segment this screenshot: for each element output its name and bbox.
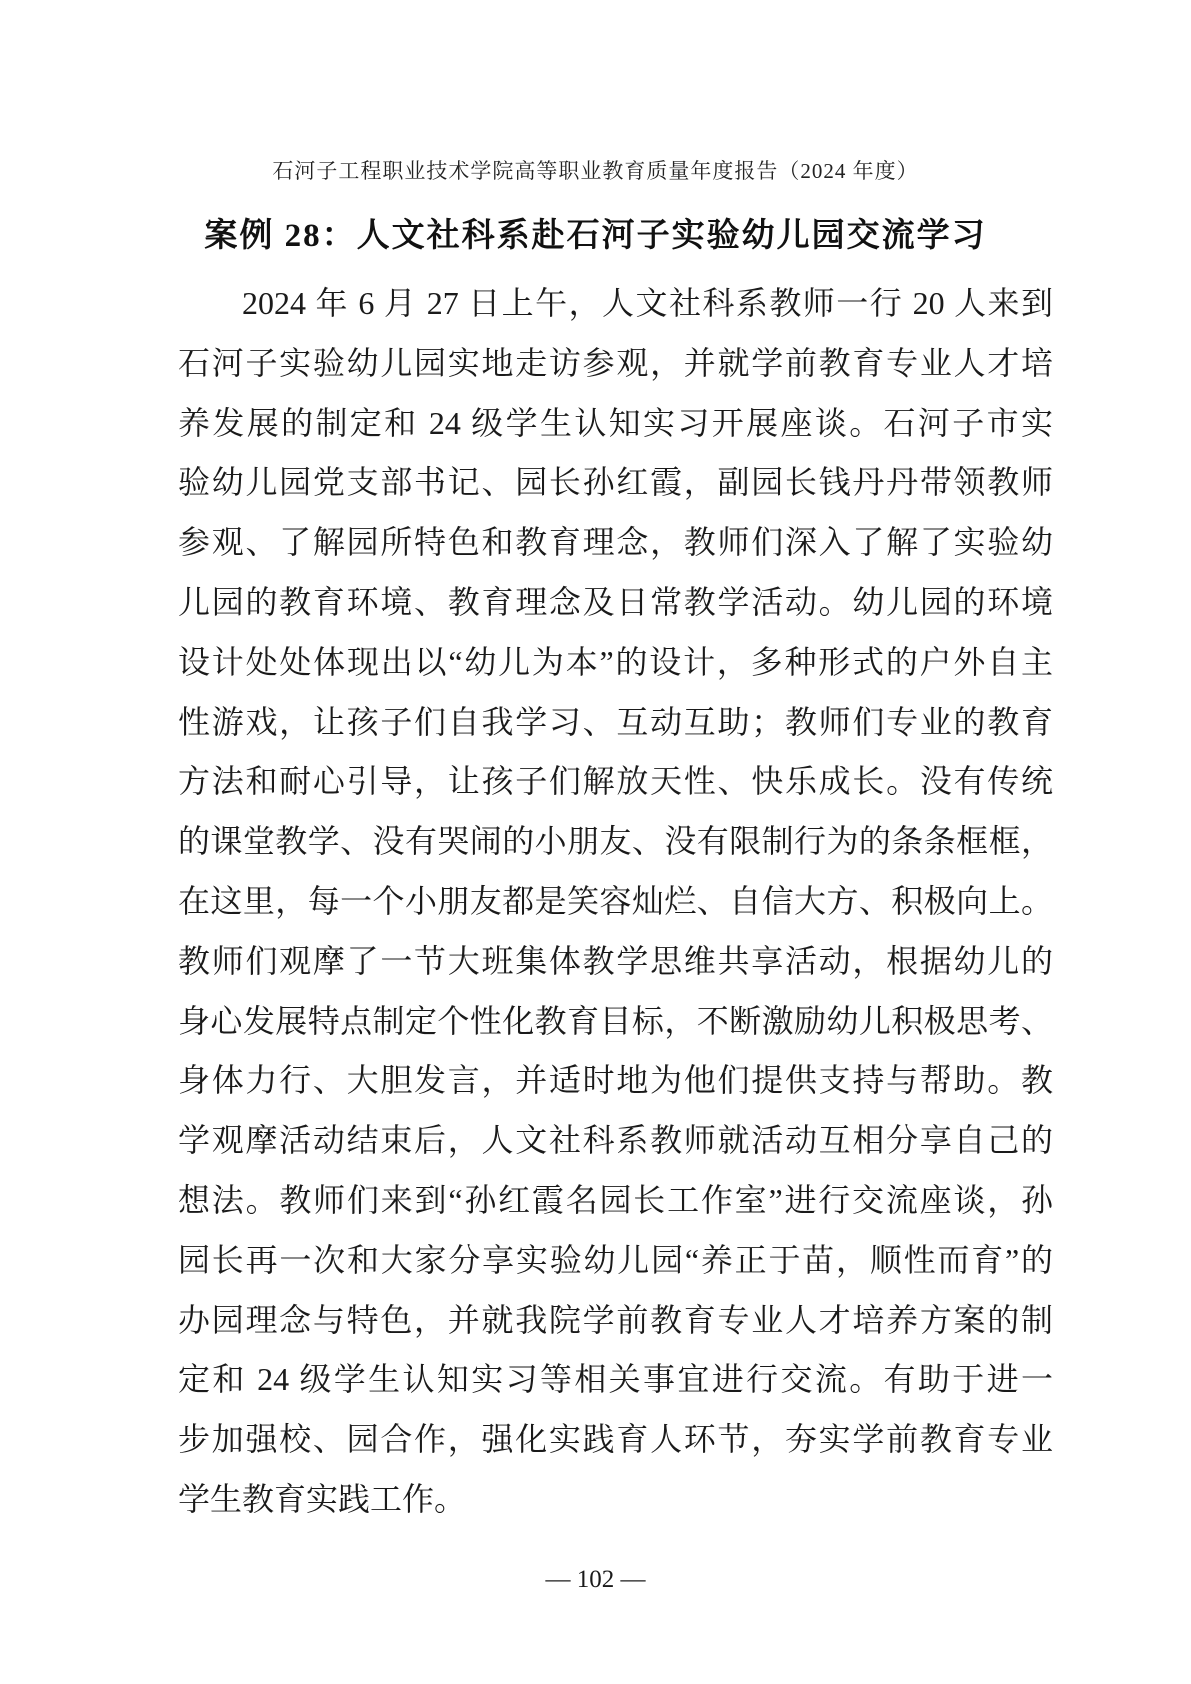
body-line: 定和 24 级学生认知实习等相关事宜进行交流。有助于进一 [178, 1361, 1053, 1398]
body-line: 儿园的教育环境、教育理念及日常教学活动。幼儿园的环境 [178, 583, 1053, 620]
body-line: 园长再一次和大家分享实验幼儿园“养正于苗，顺性而育”的 [178, 1241, 1053, 1278]
body-line: 想法。教师们来到“孙红霞名园长工作室”进行交流座谈，孙 [178, 1181, 1053, 1218]
body-line: 身体力行、大胆发言，并适时地为他们提供支持与帮助。教 [178, 1062, 1053, 1099]
body-line: 养发展的制定和 24 级学生认知实习开展座谈。石河子市实 [178, 404, 1053, 441]
page-number: — 102 — [545, 1566, 646, 1593]
body-line: 石河子实验幼儿园实地走访参观，并就学前教育专业人才培 [178, 344, 1053, 381]
case-title: 案例 28：人文社科系赴石河子实验幼儿园交流学习 [204, 218, 987, 254]
body-line: 性游戏，让孩子们自我学习、互动互助；教师们专业的教育 [178, 703, 1053, 740]
body-line: 身心发展特点制定个性化教育目标，不断激励幼儿积极思考、 [178, 1002, 1053, 1039]
body-line: 方法和耐心引导，让孩子们解放天性、快乐成长。没有传统 [178, 763, 1053, 800]
body-line: 在这里，每一个小朋友都是笑容灿烂、自信大方、积极向上。 [178, 882, 1053, 919]
body-line: 2024 年 6 月 27 日上午，人文社科系教师一行 20 人来到 [242, 285, 1053, 321]
page-header-running-title: 石河子工程职业技术学院高等职业教育质量年度报告（2024 年度） [272, 159, 919, 183]
body-line: 学生教育实践工作。 [178, 1480, 467, 1517]
body-line: 的课堂教学、没有哭闹的小朋友、没有限制行为的条条框框， [178, 823, 1053, 860]
body-line: 教师们观摩了一节大班集体教学思维共享活动，根据幼儿的 [178, 942, 1053, 979]
body-line: 参观、了解园所特色和教育理念，教师们深入了解了实验幼 [178, 524, 1053, 561]
body-paragraph [178, 274, 1053, 1530]
body-line: 步加强校、园合作，强化实践育人环节，夯实学前教育专业 [178, 1421, 1053, 1458]
body-line: 设计处处体现出以“幼儿为本”的设计，多种形式的户外自主 [178, 643, 1053, 680]
body-line: 学观摩活动结束后，人文社科系教师就活动互相分享自己的 [178, 1122, 1053, 1159]
body-line: 办园理念与特色，并就我院学前教育专业人才培养方案的制 [178, 1301, 1053, 1338]
body-line: 验幼儿园党支部书记、园长孙红霞，副园长钱丹丹带领教师 [178, 464, 1053, 501]
